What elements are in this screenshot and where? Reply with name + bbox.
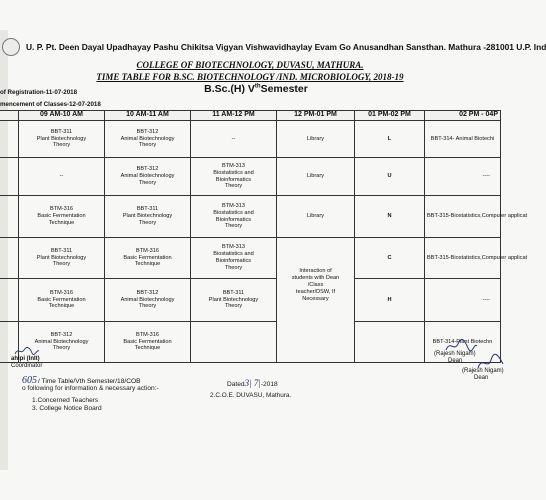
dean-role-2: Dean <box>474 375 489 381</box>
dated-handwritten: 3| 7| <box>244 378 261 388</box>
class-cell: BBT-312 Animal Biotechnology Theory <box>105 279 191 322</box>
university-logo <box>2 38 20 56</box>
slot-header: 02 PM - 04P <box>425 111 501 121</box>
class-cell: BTM-313 Biostatistics and Bioinformatics Theory <box>191 238 277 279</box>
class-cell: ---- <box>425 158 501 196</box>
reference-text: / Time Table/Vth Semester/18/COB <box>38 378 141 385</box>
timetable-subtitle: TIME TABLE FOR B.SC. BIOTECHNOLOGY /IND. MICROBIOLOGY, 2018-19 <box>96 72 404 82</box>
program-sup: th <box>254 83 261 90</box>
table-header-row <box>0 111 501 121</box>
slot-header: 11 AM-12 PM <box>191 111 277 121</box>
table-row <box>0 121 501 158</box>
class-cell: BBT-311 Plant Biotechnology Theory <box>19 238 105 279</box>
class-cell: BBT-312 Animal Biotechnology Theory <box>105 121 191 158</box>
signature-scrawl <box>14 346 40 356</box>
dated-label: Dated <box>227 381 245 388</box>
commencement-date: mencement of Classes-12-07-2018 <box>0 101 101 108</box>
table-row <box>0 196 501 238</box>
dean-role: Dean <box>448 358 463 364</box>
college-title: COLLEGE OF BIOTECHNOLOGY, DUVASU, MATHURA. <box>136 60 364 70</box>
class-cell: BBT-311 Plant Biotechnology Theory <box>191 279 277 322</box>
class-cell: BBT-315-Biostatistics,Computer applicat <box>425 196 501 238</box>
class-cell: BTM-316 Basic Fermentation Technique <box>105 238 191 279</box>
class-cell: -- <box>191 121 277 158</box>
registration-date: of Registration-11-07-2018 <box>0 89 78 96</box>
class-cell: ---- <box>425 279 501 322</box>
coordinator-role: Coordinator <box>11 363 43 369</box>
program-title <box>6 83 506 95</box>
class-cell: BBT-312 Animal Biotechnology Theory <box>19 322 105 363</box>
class-cell: Library <box>277 158 355 196</box>
university-name: U. P. Pt. Deen Dayal Upadhayay Pashu Chikitsa Vigyan Vishwavidhaylay Evam Go Anusandhan Sansthan. Mathura -281001 U.P. Ind <box>26 42 546 52</box>
slot-header: 10 AM-11 AM <box>105 111 191 121</box>
slot-header: 01 PM-02 PM <box>355 111 425 121</box>
class-cell: BBT-311 Plant Biotechnology Theory <box>19 121 105 158</box>
lunch-letter: C <box>355 238 425 279</box>
interaction-cell: Interaction of students with Dean /Class teacher/DSW, If Necessary <box>277 238 355 363</box>
table-row <box>0 238 501 279</box>
class-cell: BTM-313 Biostatistics and Bioinformatics Theory <box>191 158 277 196</box>
dean-name: (Rajesh Nigam) <box>434 351 476 357</box>
timetable <box>0 110 528 363</box>
program-suffix: Semester <box>260 83 308 95</box>
class-cell: BBT-312 Animal Biotechnology Theory <box>105 158 191 196</box>
day-cell <box>0 196 19 238</box>
program-name: B.Sc.(H) V <box>204 83 255 95</box>
class-cell: BTM-313 Biostatistics and Bioinformatics Theory <box>191 196 277 238</box>
class-cell: Library <box>277 121 355 158</box>
lunch-letter: H <box>355 279 425 322</box>
lunch-letter: U <box>355 158 425 196</box>
day-cell <box>0 121 19 158</box>
class-cell: -- <box>19 158 105 196</box>
class-cell: BBT-314-Plant Biotechn <box>425 322 501 363</box>
table-row <box>0 158 501 196</box>
slot-header: 12 PM-01 PM <box>277 111 355 121</box>
day-header <box>0 111 19 121</box>
dean-name-2: (Rajesh Nigam) <box>462 368 504 374</box>
lunch-letter <box>355 322 425 363</box>
table-row <box>0 279 501 322</box>
class-cell: BTM-316 Basic Fermentation Technique <box>105 322 191 363</box>
coordinator-name: ahipi (Inlt) <box>11 356 40 362</box>
distribution-item: 3. College Notice Board <box>32 405 102 412</box>
class-cell: BBT-314- Animal Biotechi <box>425 121 501 158</box>
day-cell <box>0 238 19 279</box>
class-cell: BTM-316 Basic Fermentation Technique <box>19 196 105 238</box>
distribution-item: 1.Concerned Teachers <box>32 397 99 404</box>
lunch-letter: N <box>355 196 425 238</box>
class-cell <box>191 322 277 363</box>
lunch-letter: L <box>355 121 425 158</box>
distribution-intro: o following for information & necessary action:- <box>22 385 159 392</box>
class-cell: BBT-311 Plant Biotechnology Theory <box>105 196 191 238</box>
day-cell <box>0 158 19 196</box>
dated-year: -2018 <box>260 381 278 388</box>
reference-number: 605 <box>22 375 37 386</box>
day-cell <box>0 279 19 322</box>
dated-line <box>227 378 278 388</box>
slot-header: 09 AM-10 AM <box>19 111 105 121</box>
table-row <box>0 322 501 363</box>
distribution-item: 2.C.O.E. DUVASU, Mathura. <box>210 392 292 399</box>
class-cell: Library <box>277 196 355 238</box>
class-cell: BTM-316 Basic Fermentation Technique <box>19 279 105 322</box>
reference-line <box>22 375 141 386</box>
class-cell: BBT-315-Biostatistics,Computer applicat <box>425 238 501 279</box>
